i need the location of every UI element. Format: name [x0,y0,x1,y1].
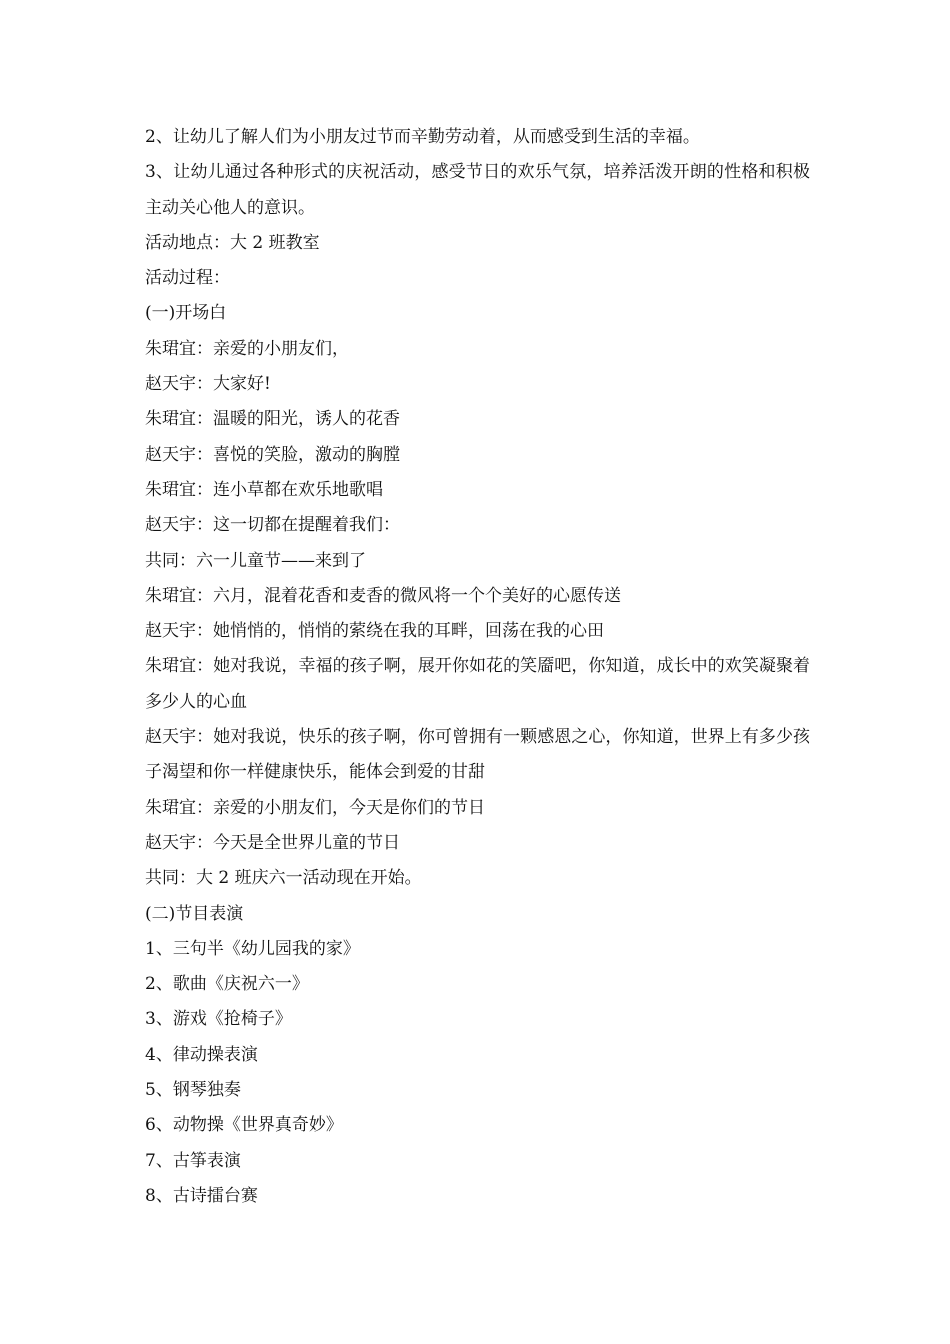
dialogue-line: 朱珺宜：连小草都在欢乐地歌唱 [145,479,383,500]
objective-3: 3、让幼儿通过各种形式的庆祝活动，感受节日的欢乐气氛，培养活泼开朗的性格和积极主动关心他人的意识。 [145,162,810,218]
program-item: 4、律动操表演 [145,1044,258,1065]
activity-location: 活动地点：大 2 班教室 [145,232,320,253]
program-item: 3、游戏《抢椅子》 [145,1009,292,1030]
section-heading-opening: (一)开场白 [145,303,227,324]
dialogue-line: 赵天宇：她悄悄的，悄悄的萦绕在我的耳畔，回荡在我的心田 [145,621,604,642]
program-item: 1、三句半《幼儿园我的家》 [145,938,360,959]
dialogue-line: 赵天宇：大家好! [145,374,271,395]
program-item: 2、歌曲《庆祝六一》 [145,974,309,995]
program-item: 5、钢琴独奏 [145,1080,241,1101]
objective-2: 2、让幼儿了解人们为小朋友过节而辛勤劳动着，从而感受到生活的幸福。 [145,127,700,147]
dialogue-line: 朱珺宜：六月，混着花香和麦香的微风将一个个美好的心愿传送 [145,585,621,606]
dialogue-line: 朱珺宜：她对我说，幸福的孩子啊，展开你如花的笑靥吧，你知道，成长中的欢笑凝聚着多少人的心血 [145,656,810,712]
dialogue-line: 朱珺宜：亲爱的小朋友们， [145,338,349,359]
dialogue-line: 赵天宇：喜悦的笑脸，激动的胸膛 [145,444,400,465]
activity-process-heading: 活动过程： [145,268,230,289]
program-item: 6、动物操《世界真奇妙》 [145,1115,343,1136]
dialogue-line: 共同：大 2 班庆六一活动现在开始。 [145,868,422,889]
dialogue-line: 朱珺宜：温暖的阳光，诱人的花香 [145,409,400,430]
dialogue-line: 赵天宇：她对我说，快乐的孩子啊，你可曾拥有一颗感恩之心，你知道，世界上有多少孩子渴望和你一样健康快乐，能体会到爱的甘甜 [145,727,810,783]
document-body [145,120,810,1214]
program-item: 8、古诗擂台赛 [145,1185,258,1206]
dialogue-line: 赵天宇：今天是全世界儿童的节日 [145,832,400,853]
dialogue-line: 共同：六一儿童节——来到了 [145,550,366,571]
section-heading-performances: (二)节目表演 [145,903,244,924]
program-item: 7、古筝表演 [145,1150,241,1171]
dialogue-line: 朱珺宜：亲爱的小朋友们，今天是你们的节日 [145,797,485,818]
dialogue-line: 赵天宇：这一切都在提醒着我们： [145,515,400,536]
